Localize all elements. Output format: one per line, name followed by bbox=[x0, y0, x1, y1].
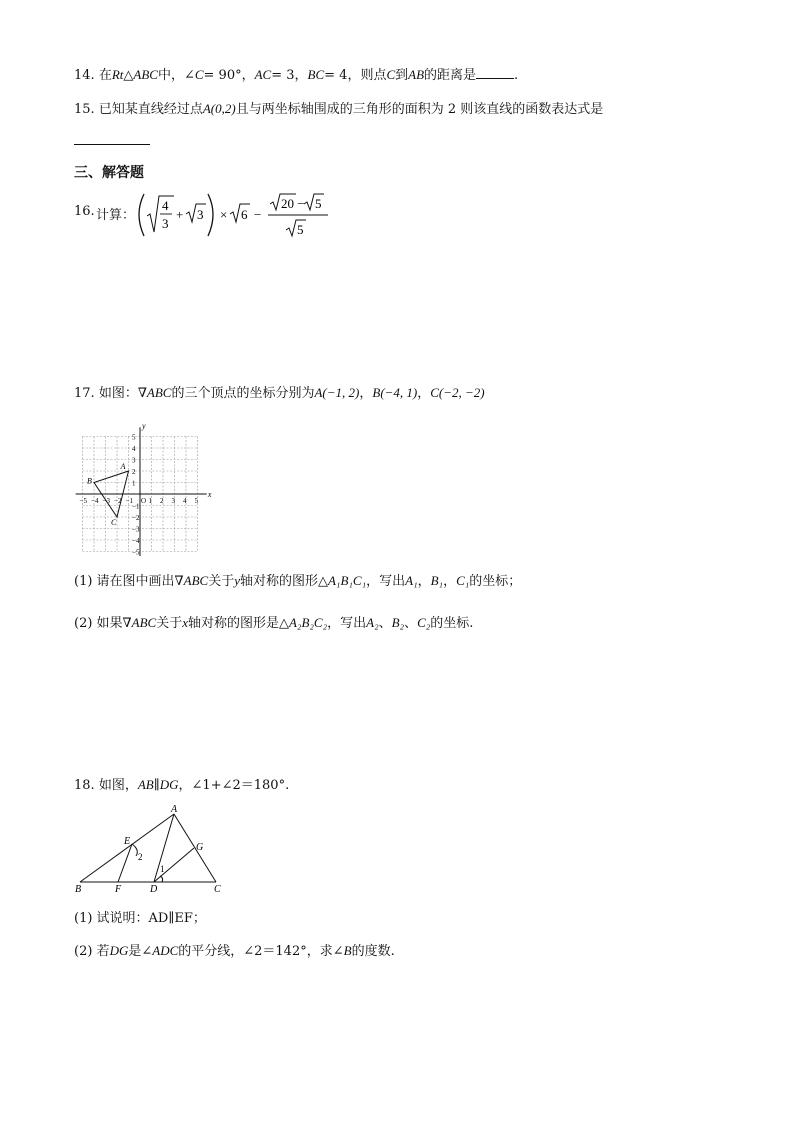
question-17: 17. 如图：∇ABC的三个顶点的坐标分别为A(−1, 2)，B(−4, 1)，C(−2, −2) bbox=[74, 385, 485, 401]
svg-text:3: 3 bbox=[162, 216, 169, 231]
label-e: E bbox=[124, 836, 131, 847]
q17-part-1: (1) 请在图中画出∇ABC关于y轴对称的图形△A₁B₁C₁，写出A₁，B₁，C₁的坐标； bbox=[74, 573, 522, 589]
question-16 bbox=[74, 190, 474, 246]
x-tick-label: 1 bbox=[148, 497, 152, 505]
svg-text:−: − bbox=[254, 207, 262, 222]
y-tick-label: −2 bbox=[132, 514, 140, 522]
x-tick-label: −1 bbox=[125, 497, 133, 505]
q17-number: 17. bbox=[74, 386, 95, 401]
y-tick-label: 2 bbox=[132, 468, 136, 476]
x-tick-label: −3 bbox=[102, 497, 110, 505]
x-tick-label: 2 bbox=[160, 497, 164, 505]
q18-part-2: (2) 若DG是∠ADC的平分线，∠2＝142°，求∠B的度数. bbox=[74, 943, 395, 959]
angle-2-label: 2 bbox=[138, 852, 143, 862]
svg-text:+: + bbox=[176, 207, 184, 222]
label-g: G bbox=[196, 842, 204, 853]
question-15: 15. 已知某直线经过点A(0,2)且与两坐标轴围成的三角形的面积为 2 则该直线的函数表达式是 bbox=[74, 101, 604, 117]
svg-text:×: × bbox=[220, 207, 228, 222]
segment-ac bbox=[174, 814, 216, 882]
y-tick-label: −3 bbox=[132, 525, 140, 534]
answer-blank bbox=[476, 66, 514, 79]
q16-number: 16. bbox=[74, 204, 95, 219]
svg-text:5: 5 bbox=[297, 222, 304, 237]
x-tick-label: −5 bbox=[79, 497, 87, 505]
x-tick-label: 4 bbox=[183, 497, 187, 505]
angle-2-arc bbox=[132, 844, 137, 856]
svg-text:20 −: 20 − bbox=[281, 196, 305, 211]
x-tick-label: −2 bbox=[114, 497, 122, 505]
svg-text:4: 4 bbox=[162, 198, 169, 213]
svg-text:5: 5 bbox=[315, 196, 322, 211]
q17-part-2: (2) 如果∇ABC关于x轴对称的图形是△A₂B₂C₂，写出A₂、B₂、C₂的坐标. bbox=[74, 615, 474, 631]
q18-number: 18. bbox=[74, 778, 95, 793]
x-axis-label: x bbox=[207, 490, 212, 499]
label-b: B bbox=[75, 884, 82, 894]
point-label-a: A bbox=[120, 462, 126, 471]
x-tick-label: −4 bbox=[91, 497, 99, 505]
y-tick-label: −4 bbox=[132, 537, 140, 545]
y-tick-label: −5 bbox=[132, 548, 140, 556]
point-label-b: B bbox=[87, 476, 92, 486]
point-label-c: C bbox=[111, 518, 117, 527]
q14-number: 14. bbox=[74, 68, 95, 83]
geometry-figure bbox=[74, 804, 234, 894]
q16-label: 计算： bbox=[96, 208, 136, 223]
svg-text:3: 3 bbox=[197, 207, 204, 222]
x-tick-label: 5 bbox=[194, 497, 198, 505]
angle-1-label: 1 bbox=[160, 864, 165, 874]
q15-number: 15. bbox=[74, 102, 95, 117]
y-axis-label: y bbox=[142, 421, 146, 431]
q18-part-1: (1) 试说明：AD∥EF； bbox=[74, 911, 206, 926]
section-heading: 三、解答题 bbox=[74, 165, 144, 181]
y-tick-label: 1 bbox=[132, 479, 136, 488]
x-tick-label: 3 bbox=[171, 497, 175, 505]
label-c: C bbox=[214, 884, 221, 894]
svg-text:6: 6 bbox=[241, 207, 248, 222]
y-tick-label: 4 bbox=[132, 445, 136, 453]
question-18: 18. 如图，AB∥DG，∠1+∠2＝180°. bbox=[74, 777, 290, 793]
label-f: F bbox=[115, 884, 122, 894]
label-d: D bbox=[150, 884, 158, 894]
y-tick-label: 5 bbox=[132, 433, 136, 442]
x-tick-label: O bbox=[141, 497, 147, 505]
q16-expression bbox=[134, 190, 434, 246]
coordinate-grid bbox=[74, 420, 214, 556]
y-tick-label: −1 bbox=[132, 502, 140, 511]
y-tick-label: 3 bbox=[132, 456, 136, 465]
label-a: A bbox=[171, 804, 178, 815]
question-14: 14. 在Rt△ABC中，∠C= 90°，AC= 3，BC= 4，则点C到AB的距离是 . bbox=[74, 67, 519, 83]
answer-blank bbox=[74, 144, 150, 145]
